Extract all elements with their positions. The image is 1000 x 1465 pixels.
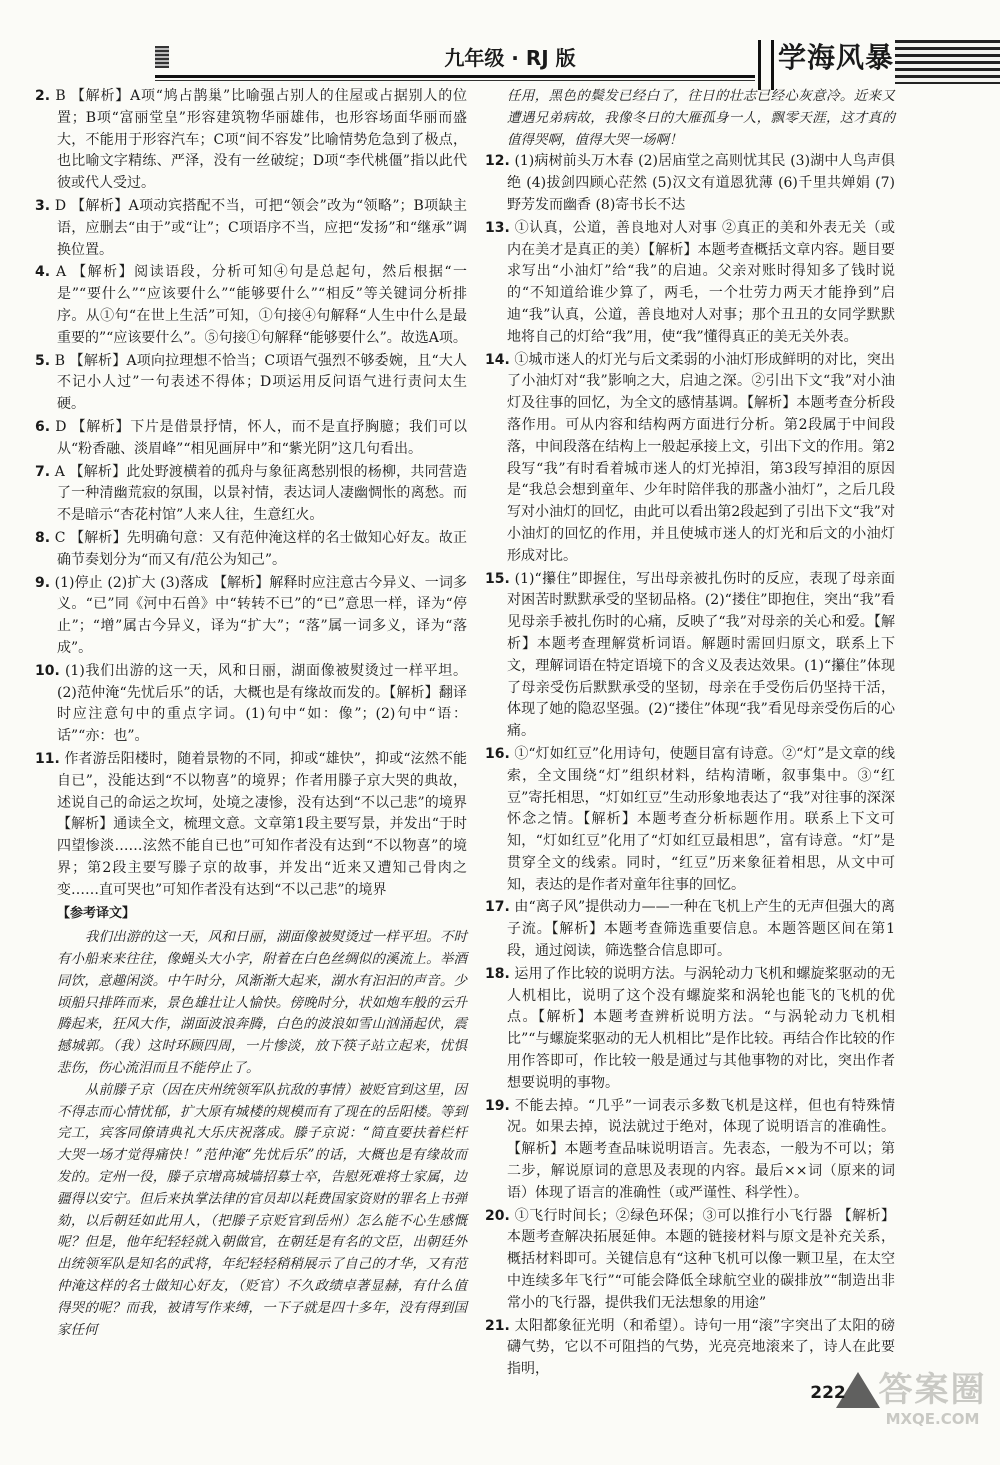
answer-number: 18. xyxy=(485,965,510,982)
reference-translation-label: 【参考译文】 xyxy=(57,906,136,922)
answer-item xyxy=(35,262,467,349)
answer-item xyxy=(35,196,467,261)
right-column xyxy=(485,86,895,1382)
answer-item xyxy=(35,661,467,748)
header-rule-thin xyxy=(155,80,755,81)
answer-number: 10. xyxy=(35,662,60,679)
answer-number: 15. xyxy=(485,570,510,587)
header-title: 九年级 · RJ 版 xyxy=(444,46,576,70)
header-mark-icon xyxy=(155,46,169,68)
answer-text: B 【解析】A项“鸠占鹊巢”比喻强占别人的住屋或占据别人的位置；B项“富丽堂皇”形容建筑物华丽雄伟，也形容场面华丽而盛大，不能用于形容汽车；C项“间不容发”比喻情势危急到了极点，也比喻文字精练、严泽，没有一丝破绽；D项“李代桃僵”指以此代彼或代人受过。 xyxy=(55,88,467,192)
brand-stripes-decoration xyxy=(895,40,1000,84)
answer-item xyxy=(485,744,895,897)
answer-number: 14. xyxy=(485,351,510,368)
answer-item xyxy=(485,350,895,568)
watermark-url: MXQE.COM xyxy=(885,1410,980,1428)
answer-text: A 【解析】阅读语段，分析可知④句是总起句，然后根据“一是”“要什么”“应该要什么”“能够要什么”“相反”等关键词分析排序。从①句“在世上生活”可知，①句接④句解释“人生中什么是最重要的”“应该要什么”。⑤句接①句解释“能够要什么”。故选A项。 xyxy=(56,264,468,346)
answer-text: C 【解析】先明确句意：又有范仲淹这样的名士做知心好友。故正确节奏划分为“而又有/范公为知己”。 xyxy=(54,529,467,568)
answer-item xyxy=(485,569,895,743)
answer-item xyxy=(35,749,467,902)
answer-item xyxy=(485,1206,895,1315)
translation-continuation: 任用，黑色的鬓发已经白了，往日的壮志已经心灰意冷。近来又遭遇兄弟病故，我像冬日的大雁孤身一人，飘零天涯，这才真的值得哭啊，值得大哭一场啊！ xyxy=(507,88,895,148)
answer-number: 11. xyxy=(35,750,60,767)
answer-text: ①认真，公道，善良地对人对事 ②真正的美和外表无关（或内在美才是真正的美）【解析】本题考查概括文章内容。题目要求写出“小油灯”给“我”的启迪。父亲对账时得知多了钱时说的“不知道给谁少算了，两毛，一个壮劳力两天才能挣到”启迪“我”认真，公道，善良地对人对事；那个丑丑的女同学默默地将自己的灯给“我”用，使“我”懂得真正的美无关外表。 xyxy=(507,219,895,345)
answer-item xyxy=(485,218,895,349)
brand-logo: 学海风暴 xyxy=(778,41,895,74)
watermark-logo-text: 答案圈 xyxy=(878,1370,987,1410)
translation-paragraph-1: 我们出游的这一天，风和日丽，湖面像被熨烫过一样平坦。不时有小船来来往往，像蝇头大小字，附着在白色丝绸似的溪流上。举酒同饮，意趣闲淡。中午时分，风渐渐大起来，湖水有汩汩的声音。少顷船只排阵而来，景色雄壮让人愉快。傍晚时分，状如炮车般的云升腾起来，狂风大作，湖面波浪奔腾，白色的波浪如雪山汹涌起伏，震撼城郭。（我）这时环顾四周，一片惨淡，放下筷子站立起来，忧惧悲伤，伤心流泪而且不能停止了。 xyxy=(57,929,467,1077)
answer-item xyxy=(35,528,467,572)
answer-text: (1)病树前头万木春 (2)居庙堂之高则忧其民 (3)湖中人鸟声俱绝 (4)拔剑四顾心茫然 (5)汉文有道恩犹薄 (6)千里共婵娟 (7)野芳发而幽香 (8)寄书长不达 xyxy=(507,153,895,213)
answer-list-left xyxy=(35,86,467,901)
answer-item xyxy=(485,897,895,962)
answer-number: 3. xyxy=(35,197,51,214)
answer-number: 9. xyxy=(35,574,51,591)
answer-item xyxy=(485,1316,895,1381)
answer-text: 不能去掉。“几乎”一词表示多数飞机是这样，但也有特殊情况。如果去掉，说法就过于绝对，体现了说明语言的准确性。【解析】本题考查品味说明语言。先表态，一般为不可以；第二步，解说原词的意思及表现的内容。最后××词（原来的词语）体现了语言的准确性（或严谨性、科学性）。 xyxy=(507,1097,895,1201)
answer-number: 17. xyxy=(485,899,510,916)
answer-text: ①“灯如红豆”化用诗句，使题目富有诗意。②“灯”是文章的线索，全文围绕“灯”组织材料，结构清晰，叙事集中。③“红豆”寄托相思，“灯如红豆”生动形象地表达了“我”对往事的深深怀念之情。【解析】本题考查分析标题作用。联系上下文可知，“灯如红豆”化用了“灯如红豆最相思”，富有诗意。“灯”是贯穿全文的线索。同时，“红豆”历来象征着相思，从文中可知，表达的是作者对童年往事的回忆。 xyxy=(507,745,895,893)
answer-number: 2. xyxy=(35,88,51,104)
answer-text: 由“离子风”提供动力——一种在飞机上产生的无声但强大的离子流。【解析】本题考查筛选重要信息。本题答题区间在第1段，通过阅读，筛选整合信息即可。 xyxy=(507,899,895,960)
answer-number: 16. xyxy=(485,745,510,762)
answer-number: 13. xyxy=(485,219,510,236)
answer-text: (1)我们出游的这一天，风和日丽，湖面像被熨烫过一样平坦。(2)范仲淹“先忧后乐”的话，大概也是有缘故而发的。【解析】翻译时应注意句中的重点字词。(1)句中“如：像”；(2)句中“语：话”“亦：也”。 xyxy=(57,662,467,745)
left-column xyxy=(35,86,467,1341)
answer-number: 7. xyxy=(35,463,51,480)
brand-bars-icon xyxy=(758,40,774,90)
answer-number: 4. xyxy=(35,264,51,281)
answer-item xyxy=(485,964,895,1095)
answer-text: ①城市迷人的灯光与后文柔弱的小油灯形成鲜明的对比，突出了小油灯对“我”影响之大，启迪之深。②引出下文“我”对小油灯及往事的回忆，为全文的感情基调。【解析】本题考查分析段落作用。可从内容和结构两方面进行分析。第2段属于中间段落，中间段落在结构上一般起承接上文，引出下文的作用。第2段写“我”有时看着城市迷人的灯光掉泪，第3段写掉泪的原因是“我总会想到童年、少年时陪伴我的那盏小油灯”，之后几段写对小油灯的回忆，由此可以看出第2段起到了引出下文“我”对小油灯的回忆的作用，并且使城市迷人的灯光和后文的小油灯形成对比。 xyxy=(507,351,896,564)
answer-text: 运用了作比较的说明方法。与涡轮动力飞机和螺旋桨驱动的无人机相比，说明了这个没有螺旋桨和涡轮也能飞的飞机的优点。【解析】本题考查辨析说明方法。“与涡轮动力飞机相比”“与螺旋桨驱动的无人机相比”是作比较。再结合作比较的作用作答即可，作比较一般是通过与其他事物的对比，突出作者想要说明的事物。 xyxy=(507,965,896,1091)
answer-text: 作者游岳阳楼时，随着景物的不同，抑或“雄快”，抑或“泫然不能自已”，没能达到“不以物喜”的境界；作者用滕子京大哭的典故，述说自己的命运之坎坷，处境之凄惨，没有达到“不以己悲”的境界 【解析】通读全文，梳理文意。文章第1段主要写景，并发出“于时四望惨淡……泫然不能自已也”可知作者没有达到“不以物喜”的境界；第2段主要写滕子京的故事，并发出“近来又遭知己骨肉之变……直可哭也”可知作者没有达到“不以己悲”的境界 xyxy=(57,750,467,898)
answer-text: 太阳都象征光明（和希望）。诗句一用“滚”字突出了太阳的磅礴气势，它以不可阻挡的气势，光亮亮地滚来了，诗人在此要指明， xyxy=(507,1317,895,1378)
page-header xyxy=(0,0,1000,100)
answer-item xyxy=(485,1096,895,1205)
answer-item xyxy=(485,151,895,216)
answer-number: 12. xyxy=(485,153,510,170)
answer-number: 20. xyxy=(485,1207,510,1224)
answer-text: A 【解析】此处野渡横着的孤舟与象征离愁别恨的杨柳，共同营造了一种清幽荒寂的氛围，以景衬情，表达词人凄幽惆怅的离愁。而不是暗示“杏花村馆”人来人往，生意红火。 xyxy=(54,463,467,524)
answer-item xyxy=(35,462,467,527)
answer-number: 8. xyxy=(35,529,51,546)
answer-text: (1)停止 (2)扩大 (3)落成 【解析】解释时应注意古今异义、一词多义。“已”同《河中石兽》中“转转不已”的“已”意思一样，译为“停止”；“增”属古今异义，译为“扩大”；“落”属一词多义，译为“落成”。 xyxy=(54,574,468,656)
page-number: 222 xyxy=(810,1383,846,1403)
answer-item xyxy=(35,351,467,416)
answer-text: D 【解析】A项动宾搭配不当，可把“领会”改为“领略”；B项缺主语，应删去“由于”或“让”；C项语序不当，应把“发扬”和“继承”调换位置。 xyxy=(54,197,467,258)
answer-text: D 【解析】下片是借景抒情，怀人，而不是直抒胸臆；我们可以从“粉香融、淡眉峰”“相见画屏中”和“紫光阴”这几句看出。 xyxy=(55,418,467,457)
watermark xyxy=(870,1370,995,1460)
answer-item xyxy=(35,573,467,660)
answer-text: B 【解析】A项向拉理想不恰当；C项语气强烈不够委婉，且“大人不记小人过”一句表述不得体；D项运用反问语气进行责问太生硬。 xyxy=(54,352,468,413)
answer-number: 6. xyxy=(35,418,51,435)
translation-paragraph-2: 从前滕子京（因在庆州统领军队抗敌的事情）被贬官到这里，因不得志而心情忧郁，扩大原有城楼的规模而有了现在的岳阳楼。等到完工，宾客同僚请典礼大乐庆祝落成。滕子京说：“简直要扶着栏杆大哭一场才觉得痛快！”范仲淹“先忧后乐”的话，大概也是有缘故而发的。定州一役，滕子京增高城墙招募士卒，告慰死难将士家属，边疆得以安宁。但后来执掌法律的官员却以耗费国家资财的罪名上书弹劾，以后朝廷如此用人，（把滕子京贬官到岳州）怎么能不心生感慨呢？但是，他年纪轻轻就入朝做官，在朝廷是有名的文臣，出朝廷外出统领军队是知名的武将，年纪轻轻稍稍展示了自己的才华，又有范仲淹这样的名士做知心好友，（贬官）不久政绩卓著显赫，有什么值得哭的呢？而我，被请写作来缚，一下子就是四十多年，没有得到国家任何 xyxy=(57,1081,467,1338)
answer-number: 5. xyxy=(35,352,51,369)
answer-item xyxy=(35,86,467,195)
answer-text: (1)“攥住”即握住，写出母亲被扎伤时的反应，表现了母亲面对困苦时默默承受的坚韧品格。(2)“搂住”即抱住，突出“我”看见母亲手被扎伤时的心痛，反映了“我”对母亲的关心和爱。【解析】本题考查理解赏析词语。解题时需回归原文，联系上下文，理解词语在特定语境下的含义及表达效果。(1)“攥住”体现了母亲受伤后默默承受的坚韧，母亲在手受伤后仍坚持干活，体现了她的隐忍坚强。(2)“搂住”体现“我”看见母亲受伤后的心痛。 xyxy=(507,570,895,740)
header-rule xyxy=(155,75,755,78)
answer-number: 19. xyxy=(485,1097,510,1114)
answer-text: ①飞行时间长；②绿色环保；③可以推行小飞行器 【解析】本题考查解决拓展延伸。本题的链接材料与原文是补充关系，概括材料即可。关键信息有“这种飞机可以像一颗卫星，在太空中连续多年飞行”“可能会降低全球航空业的碳排放”“制造出非常小的飞行器，提供我们无法想象的用途” xyxy=(507,1207,895,1311)
answer-number: 21. xyxy=(485,1317,510,1334)
answer-list-right xyxy=(485,151,895,1381)
answer-item xyxy=(35,417,467,461)
